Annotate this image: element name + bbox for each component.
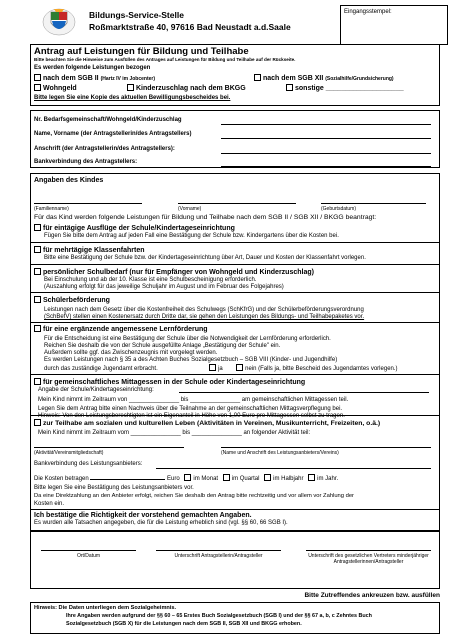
divider <box>31 415 439 416</box>
signature-box <box>30 531 440 589</box>
benefit-text: Reichen Sie deshalb die von der Schule ausgefüllte Anlage „Bestätigung der Schule" ein. <box>44 343 281 349</box>
cost-label: Die Kosten betragen <box>34 476 89 482</box>
child-first-field[interactable] <box>178 203 296 204</box>
child-birth-label: (Geburtsdatum) <box>321 206 357 212</box>
divider <box>31 292 439 293</box>
form-title: Antrag auf Leistungen für Bildung und Teilhabe <box>34 46 249 57</box>
benefit-title: für eine ergänzende angemessene Lernförderung <box>43 326 208 333</box>
checkbox[interactable] <box>34 224 41 231</box>
benefit-lernfoerderung <box>34 325 436 373</box>
applicant-signature-field[interactable] <box>156 550 281 551</box>
applicant-box <box>30 110 440 168</box>
mark-note: Bitte Zutreffendes ankreuzen bzw. ausfüllen <box>304 592 440 599</box>
bezug-label: Es werden folgende Leistungen bezogen <box>34 65 151 71</box>
confirm-title: Ich bestätige die Richtigkeit der vorstehend gemachten Angaben. <box>34 512 252 519</box>
nr-label: Nr. Bedarfsgemeinschaft/Wohngeld/Kinderzuschlag <box>34 117 182 123</box>
no-label: nein (Falls ja, bitte Bescheid des Jugendamtes vorlegen.) <box>245 366 398 372</box>
benefit-text: Angabe der Schule/Kindertageseinrichtung: <box>38 387 154 393</box>
child-birth-field[interactable] <box>321 203 426 204</box>
checkbox[interactable] <box>34 325 41 332</box>
benefit-title: Schülerbeförderung <box>43 297 110 304</box>
child-first-label: (Vorname) <box>178 206 202 212</box>
child-section-title: Angaben des Kindes <box>34 177 104 184</box>
benefit-mittagessen <box>34 378 436 420</box>
provider-label: (Name und Anschrift des Leistungsanbieters/Vereins) <box>221 450 339 456</box>
yearly-checkbox[interactable] <box>308 474 315 481</box>
benefit-title: persönlicher Schulbedarf (nur für Empfänger von Wohngeld und Kinderzuschlag) <box>43 269 314 276</box>
nr-field[interactable] <box>221 124 431 125</box>
address-field[interactable] <box>221 153 431 154</box>
option-sgb12[interactable]: nach dem SGB XII (Sozialhilfe/Grundsicherung) <box>254 74 394 83</box>
benefit-klassenfahrten <box>34 246 436 262</box>
lunch-hint: Hinweis: Von den Leistungsberechtigten ist ein Eigenanteil in Höhe von 1,00 Euro pro Mittagessen selbst zu tragen. <box>38 413 345 419</box>
divider <box>31 374 439 375</box>
no-checkbox[interactable] <box>236 364 243 371</box>
copy-note: Bitte legen Sie eine Kopie des aktuellen Bewilligungsbescheides bei. <box>34 95 231 101</box>
benefit-title: für mehrtägige Klassenfahrten <box>43 247 145 254</box>
place-date-label: Ort/Datum <box>76 553 101 559</box>
name-field[interactable] <box>221 138 431 139</box>
benefit-ausfluege <box>34 224 436 240</box>
checkbox[interactable] <box>34 419 41 426</box>
privacy-hint-box <box>30 602 440 634</box>
provider-bank-field[interactable] <box>156 468 431 469</box>
benefit-text: Außerdem sollte ggf. das Zwischenzeugnis mit vorgelegt werden. <box>44 350 218 356</box>
org-name: Bildungs-Service-Stelle <box>89 10 184 20</box>
bank-label: Bankverbindung des Antragstellers: <box>34 159 138 165</box>
yes-label: ja <box>218 366 223 372</box>
lunch-proof: Legen Sie dem Antrag bitte einen Nachweis über die Teilnahme an der gemeinschaftlichen Mittagsverpflegung bei. <box>38 406 343 412</box>
benefit-title: für gemeinschaftliches Mittagessen in der Schule oder Kindertageseinrichtung <box>43 379 306 386</box>
hint-text-2: Sozialgesetzbuch (SGB X) für die Leistungen nach dem SGB II, SGB XII und BKGG erhoben. <box>66 621 302 627</box>
cost-field[interactable] <box>90 479 165 480</box>
activity-label: (Aktivität/Vereinsmitgliedschaft) <box>34 450 104 456</box>
guardian-signature-field[interactable] <box>306 550 431 551</box>
confirm-text: Es wurden alle Tatsachen angegeben, die für die Leistung erheblich sind (vgl. §§ 60, 66 SGB I). <box>34 520 288 526</box>
benefit-title: zur Teilhabe am sozialen und kulturellen Leben (Aktivitäten in Vereinen, Musikunterricht, Freizeiten, o.ä.) <box>43 420 381 427</box>
option-kinderzuschlag[interactable]: Kinderzuschlag nach dem BKGG <box>127 84 246 93</box>
checkbox[interactable] <box>286 84 293 91</box>
option-sonstige[interactable]: sonstige ____________________ <box>286 84 404 93</box>
benefit-text: Für die Entscheidung ist eine Bestätigung der Schule über die Notwendigkeit der Lernförderung erforderlich. <box>44 336 331 342</box>
coat-of-arms-logo <box>42 6 76 36</box>
option-sgb2[interactable]: nach dem SGB II (Hartz IV im Jobcenter) <box>34 74 155 83</box>
child-box <box>30 173 440 531</box>
benefit-text: Mein Kind nimmt im Zeitraum vom _______________ bis _______________ an folgender Aktivität teil: <box>38 430 311 436</box>
child-family-label: (Familienname) <box>34 206 69 212</box>
school-field[interactable] <box>179 392 429 393</box>
checkbox[interactable] <box>34 246 41 253</box>
checkbox[interactable] <box>34 296 41 303</box>
org-address: Roßmarktstraße 40, 97616 Bad Neustadt a.d.Saale <box>89 22 291 32</box>
application-header-box <box>30 44 440 106</box>
divider <box>31 322 439 323</box>
hint-title: Hinweis: Die Daten unterliegen dem Sozialgeheimnis. <box>34 605 177 611</box>
activity-proof: Bitte legen Sie eine Bestätigung des Leistungsanbieters vor. <box>34 485 194 491</box>
stamp-box <box>340 5 448 45</box>
benefit-text: (Auszahlung erfolgt für das jeweilige Schuljahr im August und im Februar des Folgejahres) <box>44 284 284 290</box>
benefit-text: durch das zuständige Jugendamt erbracht. <box>44 366 158 372</box>
name-label: Name, Vorname (der Antragstellerin/des Antragstellers) <box>34 131 192 137</box>
lunch-period: Mein Kind nimmt im Zeitraum von _______________ bis _______________ am gemeinschaftlichen Mittagessen teil. <box>38 397 349 403</box>
place-date-field[interactable] <box>41 550 136 551</box>
activity-direct-1: Da eine Direktzahlung an den Anbieter erfolgt, reichen Sie deshalb den Antrag bitte rechtzeitig und vor allem vor Zahlung der <box>34 493 354 499</box>
checkbox[interactable] <box>34 84 41 91</box>
benefit-text: Leistungen nach dem Gesetz über die Kostenfreiheit des Schulwegs (SchKfrG) und der Schülerbeförderungsverordnung <box>44 307 364 313</box>
checkbox[interactable] <box>254 74 261 81</box>
divider <box>31 509 439 510</box>
halfyear-checkbox[interactable] <box>264 474 271 481</box>
option-wohngeld[interactable]: Wohngeld <box>34 84 77 93</box>
benefit-text: Fügen Sie bitte dem Antrag auf jeden Fall eine Bestätigung der Schule bzw. Kindergartens über die Kosten bei. <box>44 233 339 239</box>
quarterly-checkbox[interactable] <box>223 474 230 481</box>
checkbox[interactable] <box>127 84 134 91</box>
activity-direct-2: Kosten ein. <box>34 501 65 507</box>
child-intro: Für das Kind werden folgende Leistungen für Bildung und Teilhabe nach dem SGB II / SGB XII / BKGG beantragt: <box>34 214 377 221</box>
benefit-text: Es werden Leistungen nach § 35 a des Achten Buches Sozialgesetzbuch – SGB VIII (Kinder- und Jugendhilfe) <box>44 357 338 363</box>
divider <box>31 264 439 265</box>
checkbox[interactable] <box>34 74 41 81</box>
stamp-label: Eingangsstempel: <box>344 9 392 15</box>
benefit-text: (SchBefV) stellen einen Kostenersatz durch Dritte dar, sie gehen den Leistungen des Bildungs- und Teilhabepaketes vor. <box>44 314 365 320</box>
checkbox[interactable] <box>34 268 41 275</box>
checkbox[interactable] <box>34 378 41 385</box>
form-note: Bitte beachten Sie die Hinweise zum Ausfüllen des Antrages auf Leistungen für Bildung und Teilhabe auf der Rückseite. <box>34 57 296 62</box>
benefit-schulbedarf <box>34 268 436 291</box>
benefit-text: Bitte eine Bestätigung der Schule bzw. der Kindertageseinrichtung über Art, Dauer und Kosten der Klassenfahrt vorlegen. <box>44 255 366 261</box>
divider <box>31 242 439 243</box>
benefit-schuelerbefoerderung <box>34 296 436 321</box>
benefit-teilhabe <box>34 419 438 437</box>
applicant-signature-label: Unterschrift Antragstellerin/Antragsteller <box>174 553 263 559</box>
child-family-field[interactable] <box>34 203 142 204</box>
guardian-signature-label: Unterschrift des gesetzlichen Vertreters minderjähriger Antragstellerinnen/Antragsteller <box>308 553 429 565</box>
benefit-text: Bei Einschulung und ab der 10. Klasse ist eine Schulbescheinigung erforderlich. <box>44 277 257 283</box>
hint-text-1: Ihre Angaben werden aufgrund der §§ 60 – 65 Erstes Buch Sozialgesetzbuch (SGB I) und der §§ 67 a, b, c Zehntes Buch <box>66 613 372 619</box>
activity-field[interactable] <box>34 447 184 448</box>
bank-field[interactable] <box>221 166 431 167</box>
yes-checkbox[interactable] <box>209 364 216 371</box>
monthly-checkbox[interactable] <box>184 474 191 481</box>
provider-bank-label: Bankverbindung des Leistungsanbieters: <box>34 461 143 467</box>
benefit-title: für eintägige Ausflüge der Schule/Kindertageseinrichtung <box>43 225 235 232</box>
provider-field[interactable] <box>221 447 431 448</box>
cost-row: Die Kosten betragen Euro im Monat im Quartal im Halbjahr im Jahr. <box>34 476 339 482</box>
address-label: Anschrift (der Antragstellerin/des Antragstellers): <box>34 146 175 152</box>
